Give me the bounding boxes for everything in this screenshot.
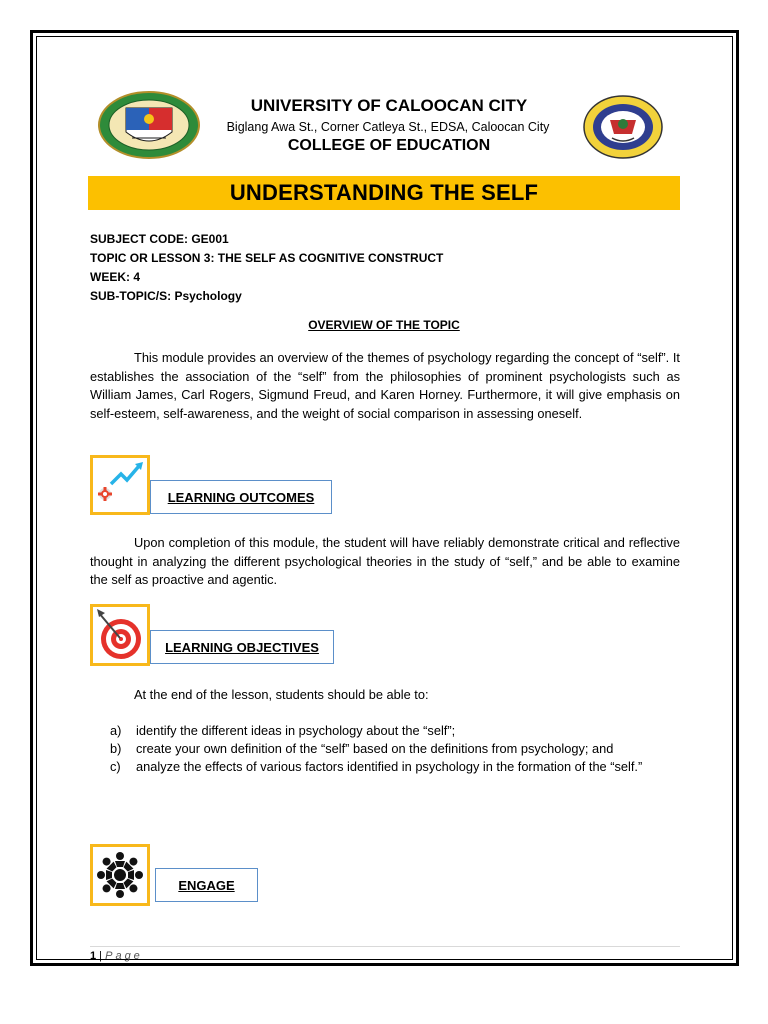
footer-divider — [90, 946, 680, 947]
learning-outcomes-paragraph: Upon completion of this module, the student will have reliably demonstrate critical and reflective thought in analyzing the different psychological theories in the study of “self,” and be able to examine the self as proactive and agentic. — [90, 535, 680, 587]
list-marker: a) — [110, 723, 122, 738]
page-number: 1 — [90, 950, 97, 962]
university-name: UNIVERSITY OF CALOOCAN CITY — [250, 96, 528, 115]
week-line: WEEK: 4 — [90, 270, 141, 284]
people-circle-icon — [90, 844, 150, 906]
college-name: COLLEGE OF EDUCATION — [287, 137, 491, 154]
target-icon — [90, 604, 150, 666]
growth-chart-icon — [90, 455, 150, 515]
university-seal-logo — [96, 90, 202, 160]
list-item — [110, 722, 680, 740]
subtopic-line: SUB-TOPIC/S: Psychology — [90, 289, 242, 303]
list-text: analyze the effects of various factors identified in psychology in the formation of the “self.” — [136, 759, 643, 774]
learning-objectives-heading-box — [150, 630, 334, 664]
university-address: Biglang Awa St., Corner Catleya St., EDSA, Caloocan City — [226, 120, 550, 134]
overview-paragraph: This module provides an overview of the themes of psychology regarding the concept of “self”. It establishes the association of the “self” from the philosophies of prominent psychologists such as William James, Carl Rogers, Sigmund Freud, and Karen Horney. Furthermore, it will give emphasis on self-esteem, self-awareness, and the weight of social comparison in assessing oneself. — [90, 350, 680, 421]
course-meta — [90, 230, 443, 306]
list-item — [110, 740, 680, 758]
list-marker: c) — [110, 759, 121, 774]
overview-heading: OVERVIEW OF THE TOPIC — [308, 318, 460, 332]
learning-outcomes-heading-box — [150, 480, 332, 514]
subject-code: SUBJECT CODE: GE001 — [90, 232, 229, 246]
list-item — [110, 758, 680, 776]
learning-outcomes-heading: LEARNING OUTCOMES — [167, 489, 315, 505]
engage-heading-box — [155, 868, 258, 902]
document-title: UNDERSTANDING THE SELF — [229, 180, 539, 205]
learning-objectives-intro: At the end of the lesson, students should be able to: — [134, 687, 429, 702]
footer-separator: | — [96, 950, 106, 962]
page-label: Page — [105, 950, 143, 962]
learning-objectives-heading: LEARNING OBJECTIVES — [165, 639, 319, 655]
list-marker: b) — [110, 741, 122, 756]
document-title-bar — [88, 176, 680, 210]
objectives-list — [110, 722, 680, 776]
list-text: identify the different ideas in psychology about the “self”; — [136, 723, 456, 738]
list-text: create your own definition of the “self” based on the definitions from psychology; and — [136, 741, 614, 756]
page-footer — [90, 950, 143, 962]
topic-line: TOPIC OR LESSON 3: THE SELF AS COGNITIVE CONSTRUCT — [90, 251, 444, 265]
college-seal-logo — [582, 94, 664, 160]
engage-heading: ENGAGE — [178, 877, 235, 893]
